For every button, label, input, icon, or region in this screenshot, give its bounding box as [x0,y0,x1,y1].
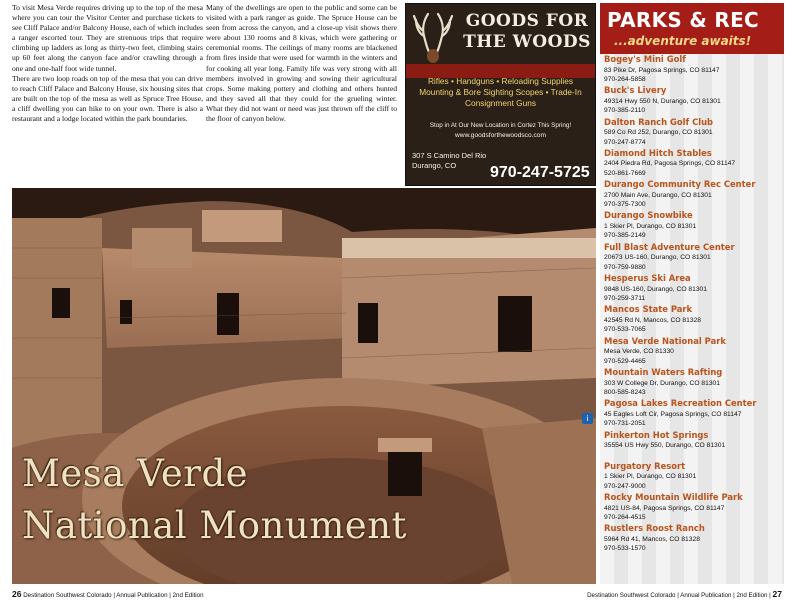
listing-address: 35554 US Hwy 550, Durango, CO 81301 [604,442,726,450]
listing-item [604,179,784,210]
listing-phone: 970-759-9880 [604,263,646,271]
listing-name: Mountain Waters Rafting [604,366,723,377]
listing-name: Hesperus Ski Area [604,273,691,284]
photo-title-line-1: Mesa Verde [22,452,249,495]
footer-text: Destination Southwest Colorado | Annual Publication | 2nd Edition [23,592,204,599]
listing-name: Pinkerton Hot Springs [604,429,709,440]
article-column-2 [206,3,397,124]
listing-phone: 970-529-4465 [604,357,646,365]
listing-item [604,523,784,554]
listing-address: 5964 Rd 41, Mancos, CO 81328 [604,536,700,544]
listing-address: 45 Eagles Loft Cir, Pagosa Springs, CO 81147 [604,410,742,418]
listing-item [604,210,784,241]
listing-name: Bogey's Mini Golf [604,54,686,64]
parks-rec-sidebar [600,3,784,584]
ad-address-line: 307 S Camino Del Rio [412,151,487,160]
listing-address: 9848 US-160, Durango, CO 81301 [604,285,707,293]
listing-name: Rocky Mountain Wildlife Park [604,492,743,503]
listing-name: Mesa Verde National Park [604,335,726,346]
listing-name: Mancos State Park [604,304,693,315]
listing-name: Pagosa Lakes Recreation Center [604,398,757,409]
ad-new-location-text: Stop in At Our New Location in Cortez This Spring! [429,122,572,129]
listing-name: Dalton Ranch Golf Club [604,116,714,127]
page-number: 26 [12,589,22,599]
ad-services [410,76,591,109]
listing-phone: 970-385-2149 [604,232,646,240]
listing-address: 2404 Piedra Rd, Pagosa Springs, CO 81147 [604,160,736,168]
article-paragraph: To visit Mesa Verde requires driving up to the top of the mesa where you can tour the Visitor Center and purchase tickets to see Cliff Palace and/or Balcony House, each of which includes a ranger escorted tour. They are strenuous trips that require climbing up ladders as long as thirty-two feet, climbing stairs up 60 feet along the canyon face and/or crawling through a one and one-half foot wide tunnel. [12,3,203,73]
ad-address-line: Durango, CO [412,161,457,170]
listing-item [604,242,784,273]
listing-item [604,367,784,398]
listing-name: Diamond Hitch Stables [604,147,712,158]
listing-item [604,54,784,85]
listing-address: 49314 Hwy 550 N, Durango, CO 81301 [604,97,721,105]
footer-text: Destination Southwest Colorado | Annual Publication | 2nd Edition | [587,592,771,599]
listing-address: 589 Co Rd 252, Durango, CO 81301 [604,129,713,137]
listing-phone: 970-533-1570 [604,545,646,553]
info-icon[interactable]: i [582,413,593,424]
listing-phone: 970-247-9000 [604,482,646,490]
listing-name: Durango Snowbike [604,210,693,221]
listing-item [604,461,784,492]
ad-logo-line: THE WOODS [463,32,591,52]
listing-phone: 970-259-3711 [604,295,646,303]
listing-address: 1 Skier Pl, Durango, CO 81301 [604,223,697,231]
page-number: 27 [772,589,782,599]
sidebar-header [600,3,784,54]
parks-rec-list [604,54,784,555]
listing-address: Mesa Verde, CO 81330 [604,348,674,356]
listing-item [604,117,784,148]
listing-name: Durango Community Rec Center [604,179,756,190]
listing-address: 1 Skier Pl, Durango, CO 81301 [604,473,697,481]
ad-phone: 970-247-5725 [490,164,590,181]
ad-website-link[interactable]: www.goodsforthewoodsco.com [455,132,546,139]
listing-item [604,273,784,304]
listing-name: Purgatory Resort [604,460,686,471]
listing-address: 83 Pike Dr, Pagosa Springs, CO 81147 [604,66,720,74]
article-column-1 [12,3,203,124]
ad-logo-line: GOODS FOR [465,11,589,31]
listing-phone: 970-731-2051 [604,420,646,428]
mesa-verde-photo [12,188,596,584]
listing-address: 4821 US-84, Pagosa Springs, CO 81147 [604,504,725,512]
listing-phone: 970-533-7065 [604,326,646,334]
ad-logo-text [462,11,592,53]
listing-item [604,148,784,179]
listing-item [604,492,784,523]
listing-address: 42545 Rd N, Mancos, CO 81328 [604,316,702,324]
listing-address: 303 W College Dr, Durango, CO 81301 [604,379,720,387]
listing-phone: 970-264-5858 [604,76,646,83]
photo-title-line-2: National Monument [22,504,407,547]
ad-services-line: Rifles • Handguns • Reloading Supplies [427,76,574,86]
listing-item [604,398,784,429]
listing-address: 20673 US-160, Durango, CO 81301 [604,254,711,262]
listing-name: Buck's Livery [604,85,667,96]
ad-services-line: Mounting & Bore Sighting Scopes • Trade-In [419,87,582,97]
listing-item [604,85,784,116]
sidebar-title: PARKS & REC [607,8,760,32]
listing-phone: 970-264-4515 [604,514,646,522]
listing-phone: 970-247-8774 [604,138,646,146]
goods-for-the-woods-ad[interactable] [405,3,596,186]
ad-address [412,151,486,171]
article-paragraph: Many of the dwellings are open to the public and some can be visited with a park ranger as guide. The Spruce House can be seen from across the canyon, and a close-up visit shows there were about 130 rooms and 8 kivas, which were gathering or ceremonial rooms. The ceilings of many rooms are blackened from fires inside that were used for warmth in the winters and for cooking all year long. Family life was very strong with all members involved in growing and sowing their agricultural crops. Some making pottery and clothing and others hunted and they saved all that they could for the grueling winter. What they did not want or need was just thrown off the cliff to the floor of canyon below. [206,3,397,124]
listing-phone: 800-585-8243 [604,388,646,396]
listing-item [604,430,784,461]
listing-address: 2700 Main Ave, Durango, CO 81301 [604,191,712,199]
footer-left [12,589,204,599]
listing-name: Full Blast Adventure Center [604,241,735,252]
footer-right [587,589,782,599]
article-paragraph: There are two loop roads on top of the mesa that you can drive to reach Cliff Palace and Balcony House, six housing sites that are built on the top of the mesa as well as Spruce Tree House, a cliff dwelling you can hike to on your own. There is also a restaurant and a lodge located within the park boundaries. [12,73,203,124]
listing-item [604,336,784,367]
listing-name: Rustlers Roost Ranch [604,523,705,534]
antler-mount-icon [410,8,456,64]
listing-phone: 970-385-2110 [604,107,646,115]
listing-phone: 970-375-7300 [604,201,646,209]
sidebar-subtitle: ...adventure awaits! [614,34,752,48]
listing-item [604,304,784,335]
listing-phone: 520-861-7669 [604,169,646,177]
ad-services-line: Consignment Guns [464,98,537,108]
